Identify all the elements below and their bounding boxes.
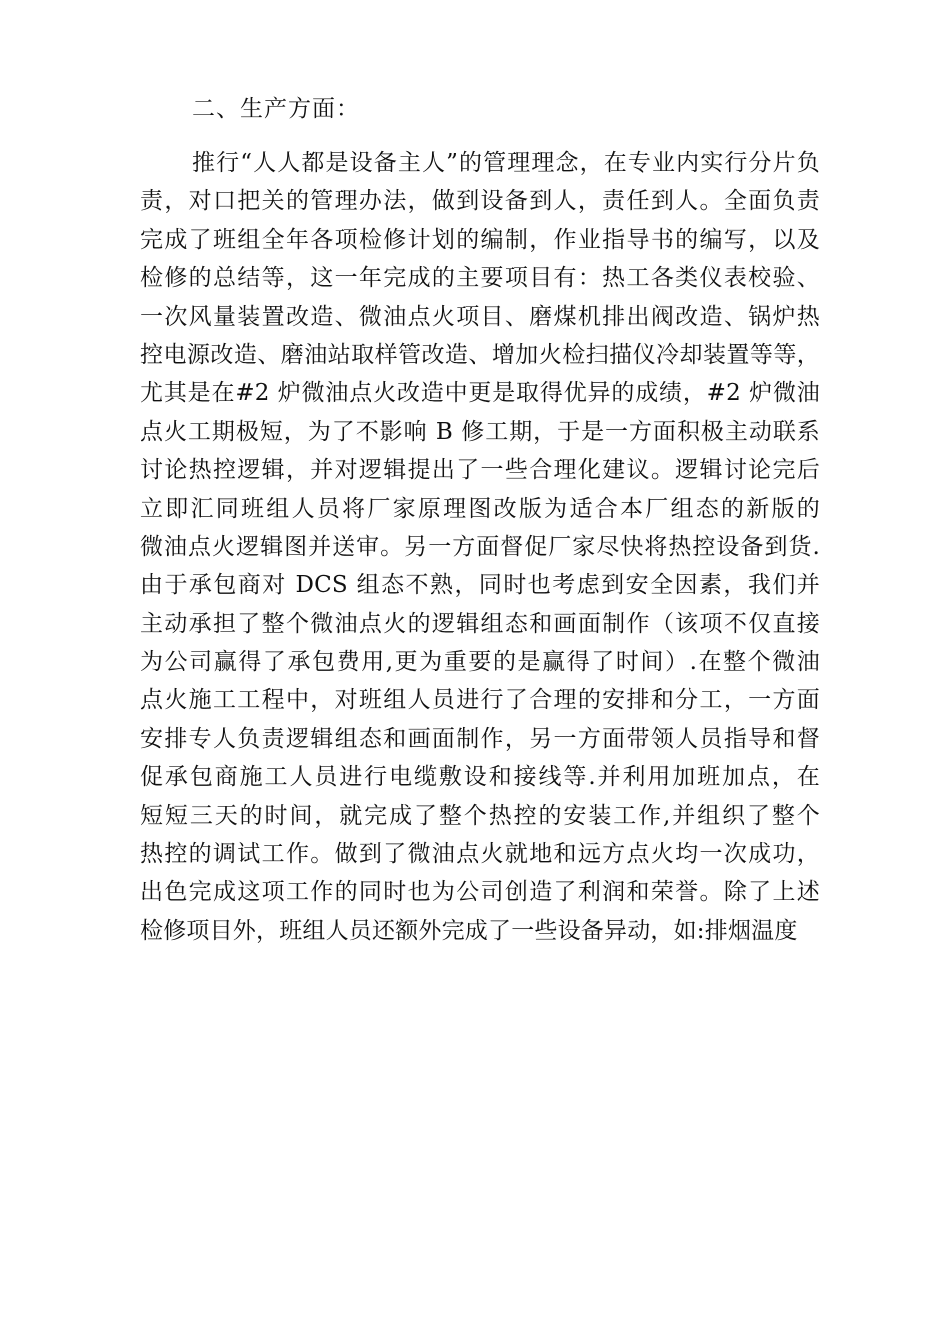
paragraph-line: 热控的调试工作。做到了微油点火就地和远方点火均一次成功， [140, 841, 820, 868]
paragraph-line: 短短三天的时间，就完成了整个热控的安装工作,并组织了整个 [140, 802, 820, 829]
paragraph-line: 主动承担了整个微油点火的逻辑组态和画面制作（该项不仅直接 [140, 610, 820, 637]
paragraph-line: 点火工期极短，为了不影响 B 修工期，于是一方面积极主动联系 [140, 418, 820, 445]
paragraph-line: 检修项目外，班组人员还额外完成了一些设备异动，如:排烟温度 [140, 917, 798, 944]
section-heading: 二、生产方面： [192, 96, 360, 122]
paragraph-line: 促承包商施工人员进行电缆敷设和接线等.并利用加班加点，在 [140, 764, 820, 791]
paragraph-line: 完成了班组全年各项检修计划的编制，作业指导书的编写，以及 [140, 226, 820, 253]
paragraph-line: 推行“人人都是设备主人”的管理理念，在专业内实行分片负 [192, 150, 820, 176]
paragraph-line: 尤其是在#2 炉微油点火改造中更是取得优异的成绩，#2 炉微油 [140, 380, 820, 407]
body-paragraph [140, 144, 820, 950]
paragraph-line: 安排专人负责逻辑组态和画面制作，另一方面带领人员指导和督 [140, 725, 820, 752]
paragraph-line: 一次风量装置改造、微油点火项目、磨煤机排出阀改造、锅炉热 [140, 303, 820, 330]
paragraph-line: 控电源改造、磨油站取样管改造、增加火检扫描仪冷却装置等等， [140, 341, 820, 368]
paragraph-line: 责，对口把关的管理办法，做到设备到人，责任到人。全面负责 [140, 188, 820, 215]
paragraph-line: 微油点火逻辑图并送审。另一方面督促厂家尽快将热控设备到货. [140, 533, 820, 560]
paragraph-line: 出色完成这项工作的同时也为公司创造了利润和荣誉。除了上述 [140, 879, 820, 906]
paragraph-line: 讨论热控逻辑，并对逻辑提出了一些合理化建议。逻辑讨论完后 [140, 457, 820, 484]
paragraph-line: 检修的总结等，这一年完成的主要项目有：热工各类仪表校验、 [140, 265, 820, 292]
paragraph-line: 立即汇同班组人员将厂家原理图改版为适合本厂组态的新版的 [140, 495, 820, 522]
paragraph-line: 点火施工工程中，对班组人员进行了合理的安排和分工，一方面 [140, 687, 820, 714]
paragraph-line: 由于承包商对 DCS 组态不熟，同时也考虑到安全因素，我们并 [140, 572, 820, 599]
paragraph-line: 为公司赢得了承包费用,更为重要的是赢得了时间）.在整个微油 [140, 649, 820, 676]
